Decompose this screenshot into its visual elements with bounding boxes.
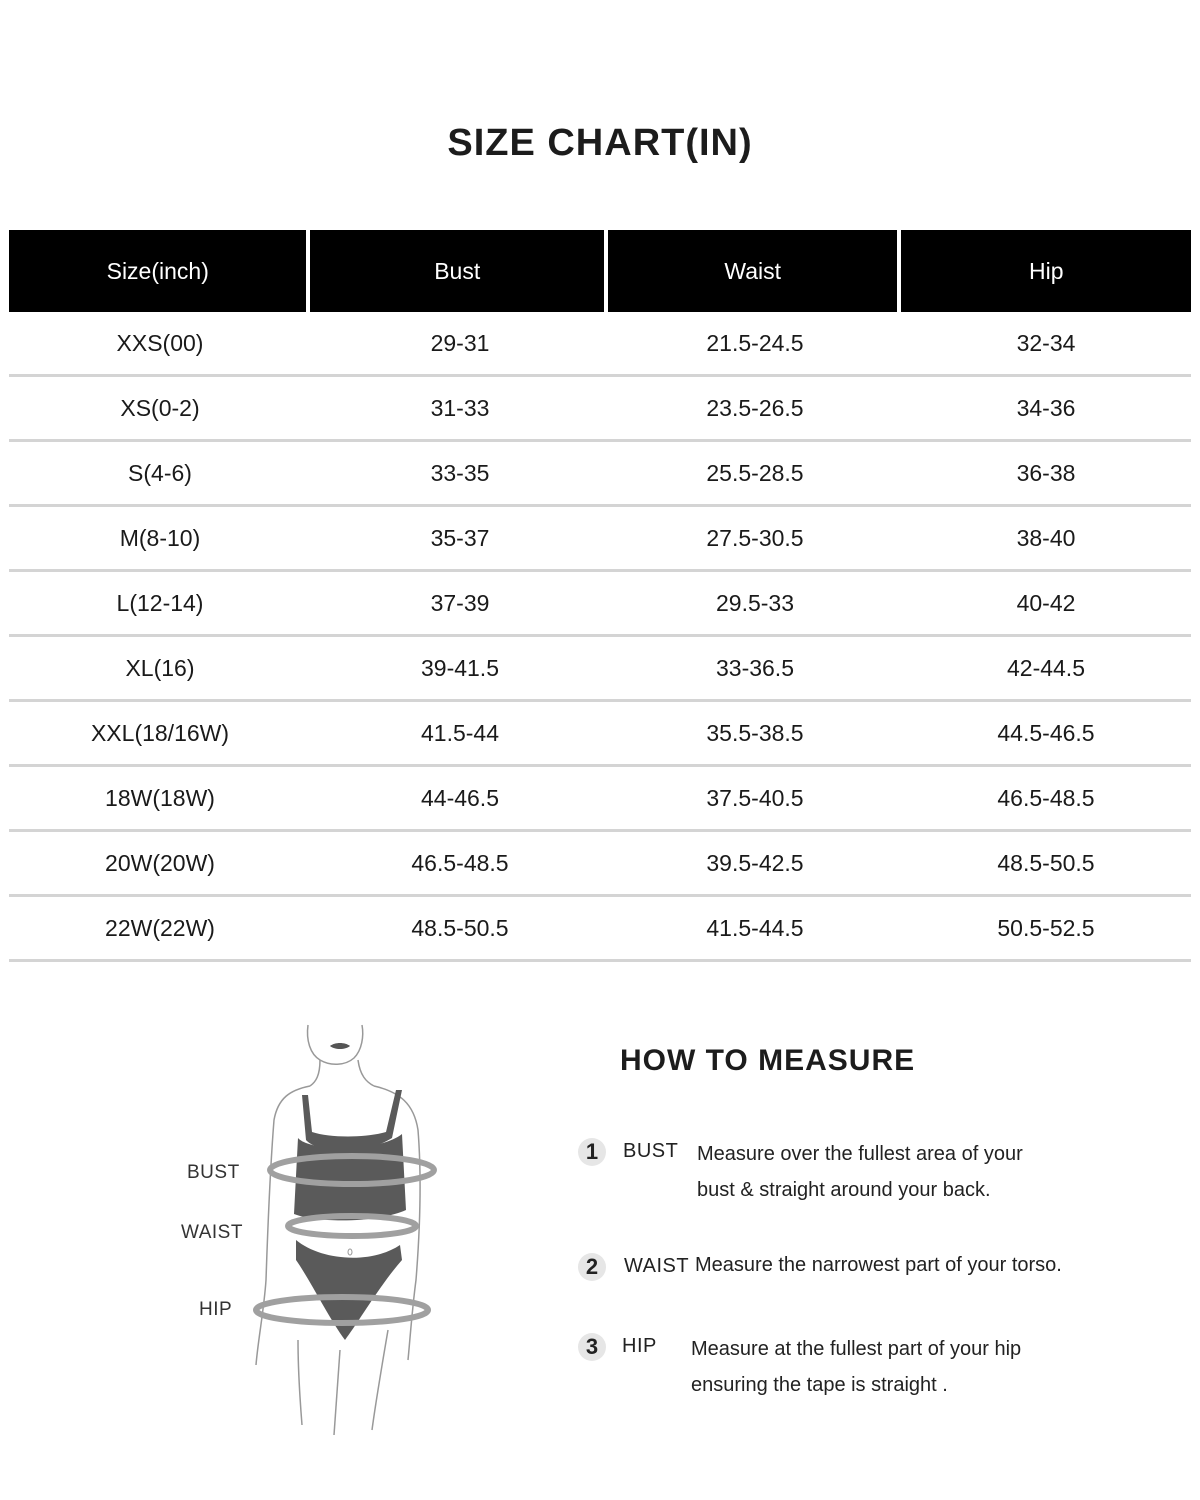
hip-cell: 44.5-46.5	[997, 719, 1095, 746]
step-name: BUST	[623, 1140, 679, 1162]
bust-cell: 41.5-44	[420, 719, 499, 746]
step-number: 1	[578, 1138, 606, 1166]
waist-cell: 35.5-38.5	[706, 719, 804, 746]
waist-cell: 25.5-28.5	[706, 459, 804, 486]
size-cell: L(12-14)	[116, 589, 204, 616]
size-cell: XS(0-2)	[120, 394, 200, 421]
table-row	[9, 312, 1191, 377]
table-header-row	[9, 230, 1191, 312]
figure-label-bust: BUST	[187, 1162, 240, 1183]
how-to-measure-title: HOW TO MEASURE	[620, 1044, 916, 1077]
header-hip: Hip	[901, 230, 1191, 312]
step-text	[691, 1331, 1021, 1403]
bust-cell: 33-35	[430, 459, 490, 486]
table-row	[9, 897, 1191, 962]
bust-cell: 39-41.5	[420, 654, 499, 681]
hip-cell: 42-44.5	[1006, 654, 1085, 681]
waist-cell: 39.5-42.5	[706, 849, 804, 876]
hip-cell: 32-34	[1016, 329, 1076, 356]
size-cell: 18W(18W)	[105, 784, 215, 811]
step-bust	[578, 1138, 1138, 1218]
hip-cell: 48.5-50.5	[997, 849, 1095, 876]
bust-cell: 48.5-50.5	[411, 914, 509, 941]
hip-cell: 36-38	[1016, 459, 1076, 486]
table-row	[9, 507, 1191, 572]
figure-label-hip: HIP	[199, 1299, 233, 1320]
hip-cell: 50.5-52.5	[997, 914, 1095, 941]
step-waist	[578, 1253, 1138, 1293]
header-waist: Waist	[608, 230, 898, 312]
step-text-line: bust & straight around your back.	[697, 1179, 991, 1201]
size-cell: XXL(18/16W)	[90, 719, 230, 746]
table-row	[9, 377, 1191, 442]
header-bust: Bust	[310, 230, 604, 312]
step-text-line: Measure the narrowest part of your torso.	[695, 1254, 1062, 1276]
size-table	[9, 230, 1191, 962]
size-cell: XL(16)	[125, 654, 195, 681]
step-text	[697, 1136, 1023, 1208]
waist-cell: 29.5-33	[715, 589, 794, 616]
step-text	[695, 1247, 1062, 1283]
waist-cell: 41.5-44.5	[706, 914, 804, 941]
step-text-line: ensuring the tape is straight .	[691, 1374, 948, 1396]
page-title: SIZE CHART(IN)	[447, 122, 753, 164]
table-row	[9, 832, 1191, 897]
header-size: Size(inch)	[9, 230, 306, 312]
table-row	[9, 637, 1191, 702]
bust-cell: 44-46.5	[420, 784, 499, 811]
step-name: HIP	[622, 1335, 657, 1357]
size-cell: S(4-6)	[128, 459, 192, 486]
table-row	[9, 572, 1191, 637]
step-name: WAIST	[624, 1255, 690, 1277]
figure-label-waist: WAIST	[181, 1222, 243, 1243]
bust-cell: 35-37	[430, 524, 490, 551]
hip-cell: 40-42	[1016, 589, 1076, 616]
size-cell: M(8-10)	[119, 524, 201, 551]
bust-cell: 29-31	[430, 329, 490, 356]
hip-cell: 46.5-48.5	[997, 784, 1095, 811]
bust-cell: 31-33	[430, 394, 490, 421]
table-row	[9, 702, 1191, 767]
waist-cell: 21.5-24.5	[706, 329, 804, 356]
table-row	[9, 767, 1191, 832]
step-number: 3	[578, 1333, 606, 1361]
hip-cell: 34-36	[1016, 394, 1076, 421]
size-cell: 22W(22W)	[105, 914, 215, 941]
waist-cell: 23.5-26.5	[706, 394, 804, 421]
bust-cell: 46.5-48.5	[411, 849, 509, 876]
step-hip	[578, 1333, 1138, 1413]
bust-cell: 37-39	[430, 589, 490, 616]
waist-cell: 33-36.5	[715, 654, 794, 681]
size-cell: XXS(00)	[116, 329, 204, 356]
hip-cell: 38-40	[1016, 524, 1076, 551]
table-body	[9, 312, 1191, 962]
step-number: 2	[578, 1253, 606, 1281]
step-text-line: Measure over the fullest area of your	[697, 1143, 1023, 1165]
waist-cell: 27.5-30.5	[706, 524, 804, 551]
waist-cell: 37.5-40.5	[706, 784, 804, 811]
step-text-line: Measure at the fullest part of your hip	[691, 1338, 1022, 1360]
table-row	[9, 442, 1191, 507]
size-cell: 20W(20W)	[105, 849, 215, 876]
